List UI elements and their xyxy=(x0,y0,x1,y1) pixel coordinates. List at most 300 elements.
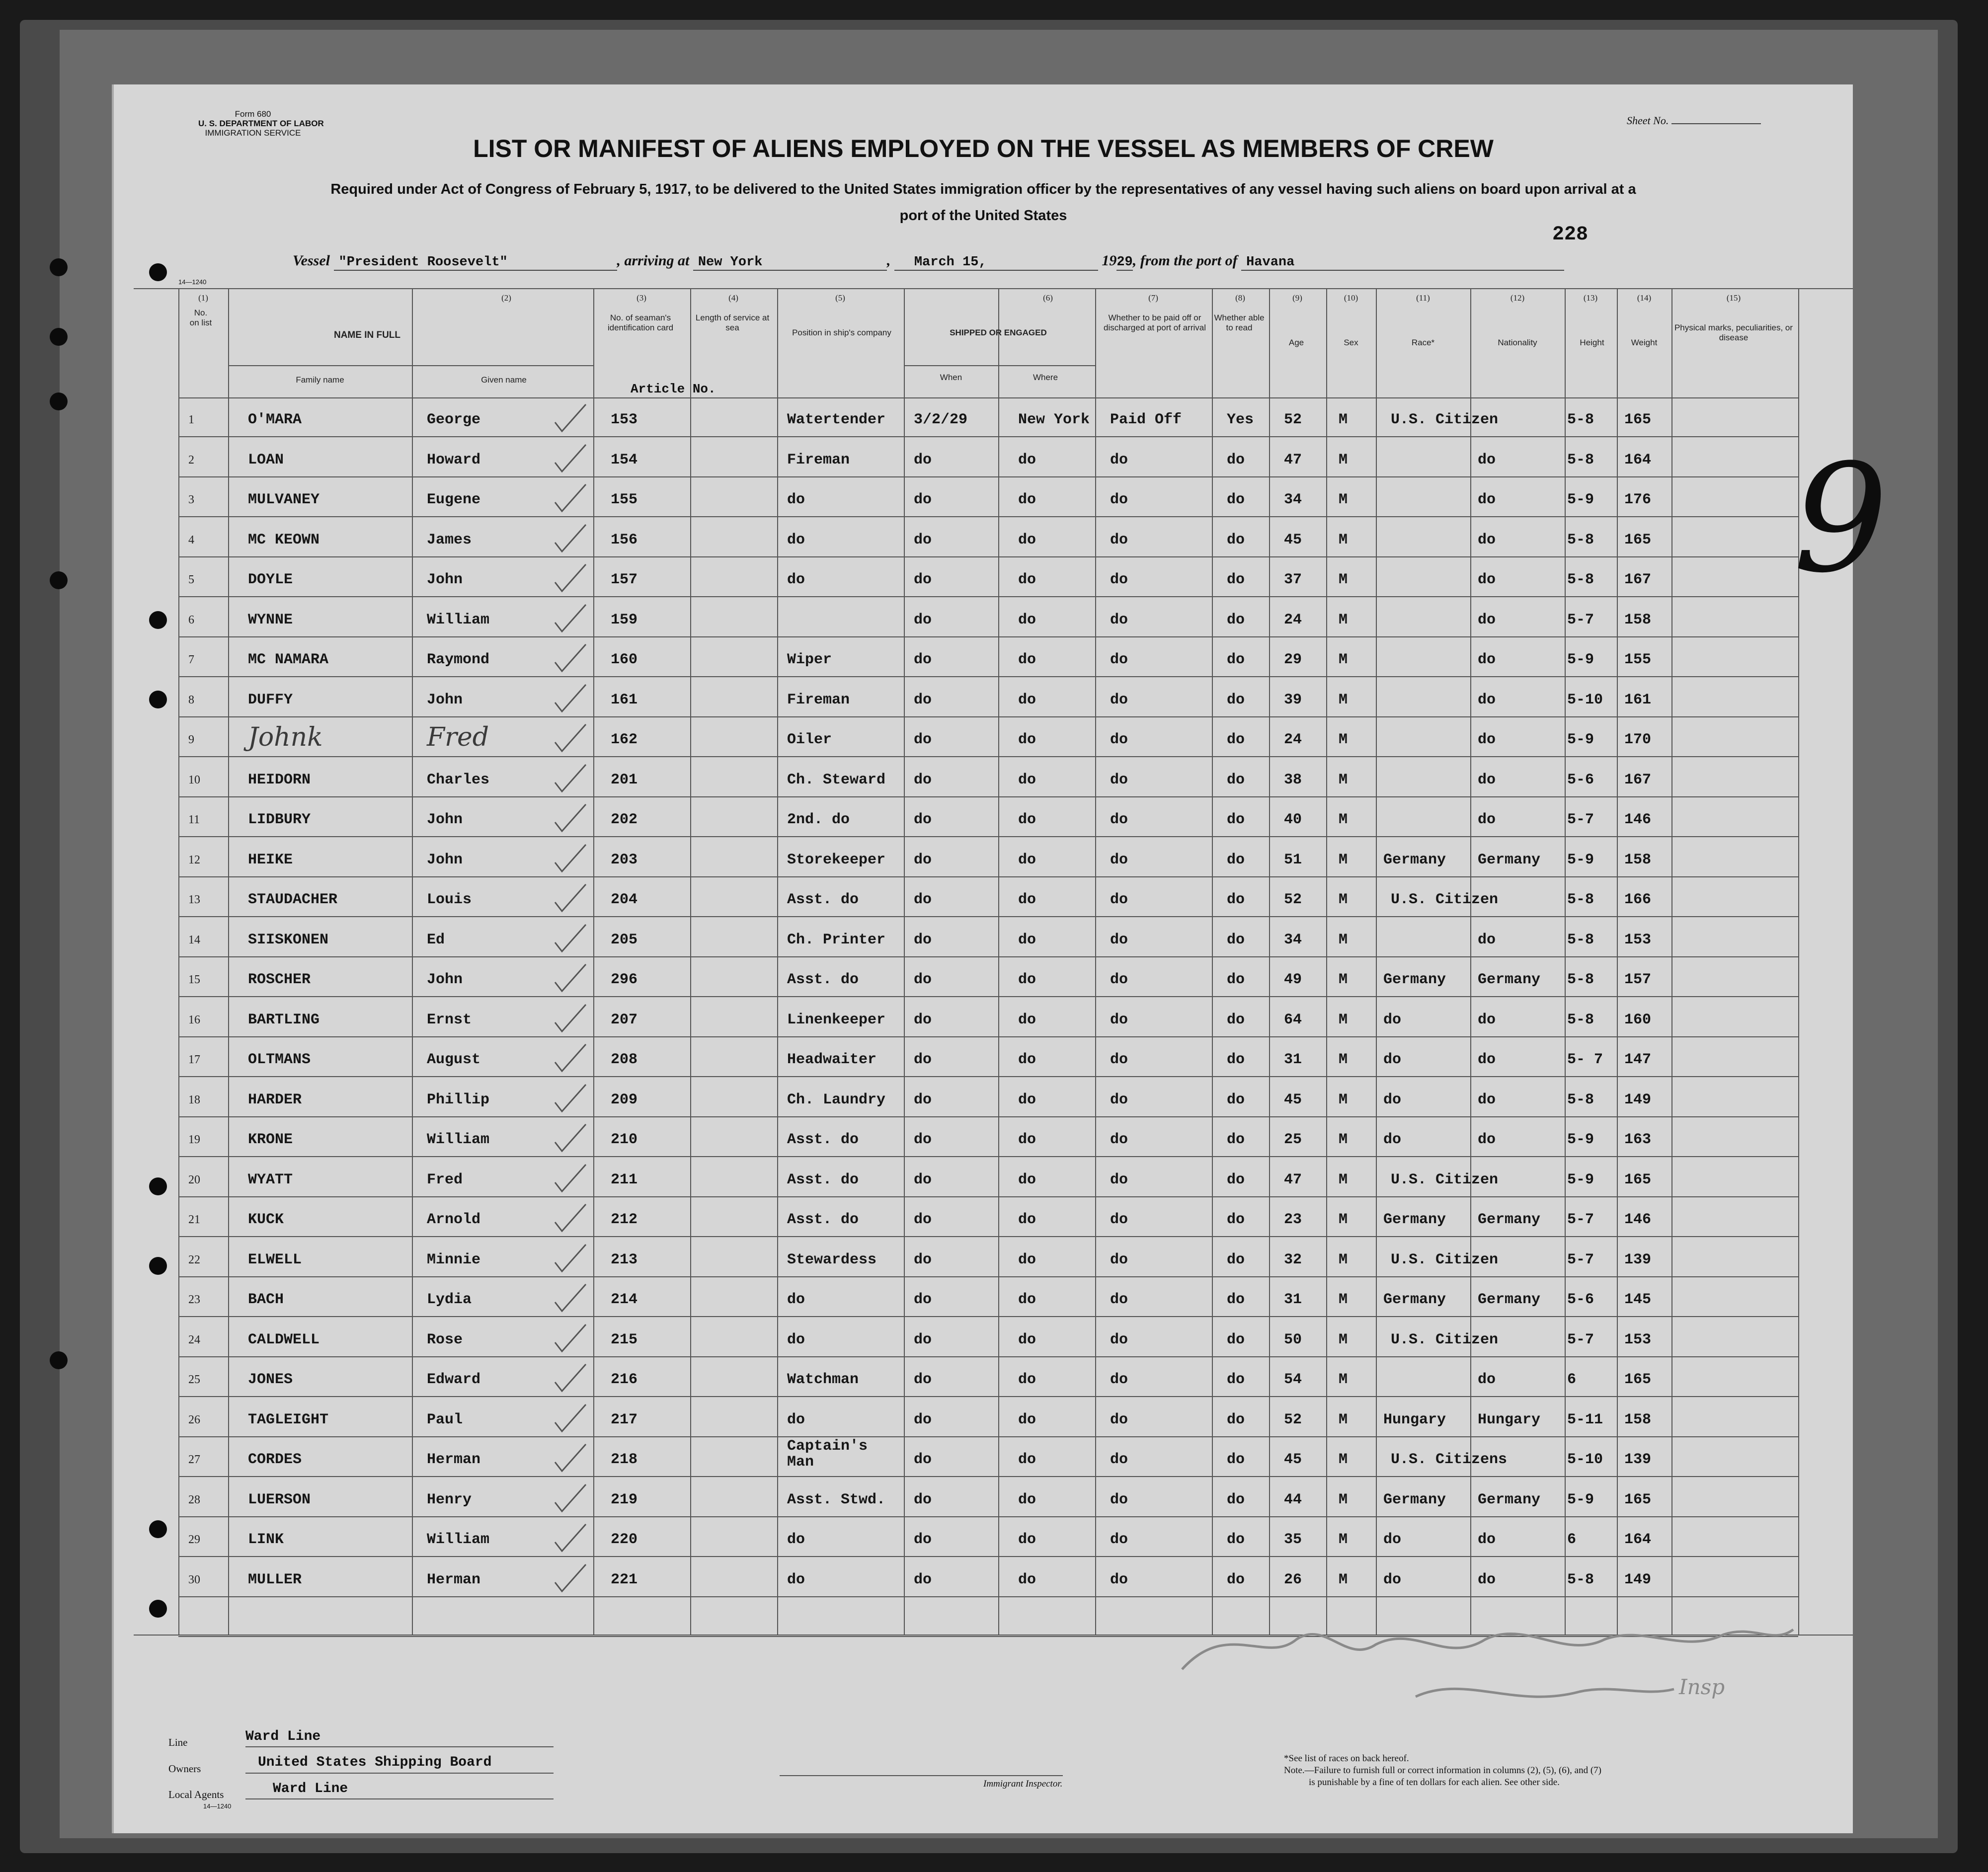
check-mark-icon xyxy=(551,523,591,557)
nationality: do xyxy=(1478,611,1496,628)
table-row xyxy=(114,1362,1853,1402)
given-name: Phillip xyxy=(427,1091,490,1108)
shipped-when: do xyxy=(914,1491,932,1508)
line-label: Line xyxy=(168,1736,188,1748)
shipped-where: do xyxy=(1018,1171,1036,1188)
table-row xyxy=(114,1282,1853,1322)
given-name: Edward xyxy=(427,1371,481,1388)
able-to-read: do xyxy=(1227,691,1245,708)
shipped-where: do xyxy=(1018,1571,1036,1588)
sex: M xyxy=(1339,1331,1348,1348)
table-top-border xyxy=(134,288,1853,289)
check-mark-icon xyxy=(551,1163,591,1197)
form-header xyxy=(198,109,324,138)
row-number: 23 xyxy=(188,1293,200,1306)
agents-underline xyxy=(245,1798,554,1799)
weight: 167 xyxy=(1624,771,1652,788)
sex: M xyxy=(1339,1451,1348,1468)
height: 5-7 xyxy=(1567,1251,1594,1268)
nationality: do xyxy=(1478,1091,1496,1108)
check-mark-icon xyxy=(551,962,591,997)
shipped-where: do xyxy=(1018,1491,1036,1508)
shipped-when: do xyxy=(914,491,932,508)
column-number: (5) xyxy=(835,293,845,303)
card-number: 217 xyxy=(611,1411,638,1428)
column-number: (6) xyxy=(1043,293,1053,303)
shipped-when: do xyxy=(914,931,932,948)
height: 5-9 xyxy=(1567,731,1594,748)
header-position: Position in ship's company xyxy=(792,328,891,337)
height: 5-8 xyxy=(1567,1011,1594,1028)
position: Captain's Man xyxy=(787,1438,868,1471)
check-mark-icon xyxy=(551,482,591,517)
card-number: 160 xyxy=(611,651,638,668)
weight: 163 xyxy=(1624,1131,1652,1148)
row-number: 14 xyxy=(188,933,200,946)
age: 29 xyxy=(1284,651,1302,668)
column-number: (4) xyxy=(728,293,738,303)
row-number: 7 xyxy=(188,653,194,666)
races-note: *See list of races on back hereof. xyxy=(1284,1753,1409,1764)
able-to-read: do xyxy=(1227,651,1245,668)
row-number: 1 xyxy=(188,413,194,426)
punch-hole xyxy=(149,1177,167,1195)
shipped-where: do xyxy=(1018,1531,1036,1548)
table-row xyxy=(114,962,1853,1002)
shipped-when: do xyxy=(914,811,932,828)
family-name: JONES xyxy=(248,1371,293,1388)
age: 47 xyxy=(1284,451,1302,468)
shipped-when: do xyxy=(914,651,932,668)
able-to-read: do xyxy=(1227,891,1245,908)
table-row xyxy=(114,1438,1853,1482)
row-number: 21 xyxy=(188,1213,200,1226)
nationality: U.S. Citizen xyxy=(1391,1331,1499,1348)
card-number: 220 xyxy=(611,1531,638,1548)
paid-off: do xyxy=(1110,851,1128,868)
nationality: U.S. Citizen xyxy=(1391,891,1499,908)
sex: M xyxy=(1339,731,1348,748)
sex: M xyxy=(1339,1011,1348,1028)
margin-handwritten-number: 9 xyxy=(1793,432,1888,606)
table-row xyxy=(114,1522,1853,1562)
row-number: 3 xyxy=(188,493,194,506)
given-name: Raymond xyxy=(427,651,490,668)
age: 40 xyxy=(1284,811,1302,828)
nationality: do xyxy=(1478,571,1496,588)
card-number: 210 xyxy=(611,1131,638,1148)
sheet-label-text: Sheet No. xyxy=(1627,114,1669,127)
shipped-where: do xyxy=(1018,1371,1036,1388)
height: 5-9 xyxy=(1567,1131,1594,1148)
nationality: Germany xyxy=(1478,1291,1541,1308)
row-number: 24 xyxy=(188,1333,200,1346)
check-mark-icon xyxy=(551,843,591,877)
inspector-signature xyxy=(1167,1590,1813,1719)
header-sex: Sex xyxy=(1344,338,1358,347)
shipped-when: do xyxy=(914,971,932,988)
given-name: Herman xyxy=(427,1571,481,1588)
weight: 145 xyxy=(1624,1291,1652,1308)
header-given-name: Given name xyxy=(481,375,527,385)
check-mark-icon xyxy=(551,923,591,957)
race: Germany xyxy=(1383,971,1446,988)
sex: M xyxy=(1339,1371,1348,1388)
paid-off: do xyxy=(1110,1171,1128,1188)
column-number: (15) xyxy=(1726,293,1741,303)
check-mark-icon xyxy=(551,722,591,757)
shipped-where: do xyxy=(1018,891,1036,908)
race: do xyxy=(1383,1571,1402,1588)
table-row xyxy=(114,1243,1853,1282)
paid-off: do xyxy=(1110,891,1128,908)
age: 47 xyxy=(1284,1171,1302,1188)
card-number: 201 xyxy=(611,771,638,788)
check-mark-icon xyxy=(551,1522,591,1557)
sheet-number-label xyxy=(1627,114,1761,127)
family-name: HEIDORN xyxy=(248,771,311,788)
weight: 157 xyxy=(1624,971,1652,988)
family-name: BACH xyxy=(248,1291,284,1308)
punch-hole xyxy=(50,392,68,410)
position: do xyxy=(787,1571,805,1588)
height: 6 xyxy=(1567,1531,1577,1548)
agents-value: Ward Line xyxy=(273,1781,348,1796)
nationality: U.S. Citizens xyxy=(1391,1451,1508,1468)
card-number: 218 xyxy=(611,1451,638,1468)
nationality: Germany xyxy=(1478,1491,1541,1508)
weight: 146 xyxy=(1624,811,1652,828)
family-name: CALDWELL xyxy=(248,1331,320,1348)
height: 5-8 xyxy=(1567,531,1594,548)
height: 5-10 xyxy=(1567,1451,1603,1468)
age: 45 xyxy=(1284,531,1302,548)
shipped-where: do xyxy=(1018,1331,1036,1348)
shipped-where: do xyxy=(1018,571,1036,588)
sex: M xyxy=(1339,1051,1348,1068)
shipped-where: do xyxy=(1018,851,1036,868)
able-to-read: do xyxy=(1227,1411,1245,1428)
card-number: 215 xyxy=(611,1331,638,1348)
check-mark-icon xyxy=(551,1403,591,1437)
age: 34 xyxy=(1284,491,1302,508)
shipped-when: do xyxy=(914,1531,932,1548)
height: 5-9 xyxy=(1567,651,1594,668)
shipped-when: do xyxy=(914,1571,932,1588)
family-name: DUFFY xyxy=(248,691,293,708)
shipped-where: do xyxy=(1018,1211,1036,1228)
family-name: OLTMANS xyxy=(248,1051,311,1068)
check-mark-icon xyxy=(551,1362,591,1397)
able-to-read: do xyxy=(1227,811,1245,828)
punch-hole xyxy=(149,263,167,281)
small-code-top: 14—1240 xyxy=(178,278,207,286)
subtitle-line-2: port of the United States xyxy=(899,208,1067,224)
given-name: August xyxy=(427,1051,481,1068)
paid-off: do xyxy=(1110,1451,1128,1468)
shipped-where: do xyxy=(1018,731,1036,748)
able-to-read: do xyxy=(1227,571,1245,588)
table-row xyxy=(114,562,1853,602)
race: Germany xyxy=(1383,1491,1446,1508)
nationality: Germany xyxy=(1478,851,1541,868)
able-to-read: do xyxy=(1227,1291,1245,1308)
from-port: Havana xyxy=(1241,255,1564,271)
able-to-read: do xyxy=(1227,1131,1245,1148)
nationality: do xyxy=(1478,771,1496,788)
punch-hole xyxy=(50,328,68,346)
column-number: (7) xyxy=(1148,293,1158,303)
age: 24 xyxy=(1284,731,1302,748)
paid-off: do xyxy=(1110,611,1128,628)
given-name: Charles xyxy=(427,771,490,788)
row-number: 4 xyxy=(188,533,194,546)
page-title: LIST OR MANIFEST OF ALIENS EMPLOYED ON THE VESSEL AS MEMBERS OF CREW xyxy=(473,135,1494,162)
family-name: SIISKONEN xyxy=(248,931,329,948)
given-name: Lydia xyxy=(427,1291,472,1308)
height: 5-7 xyxy=(1567,1331,1594,1348)
shipped-where: do xyxy=(1018,931,1036,948)
paid-off: do xyxy=(1110,1531,1128,1548)
weight: 165 xyxy=(1624,411,1652,428)
sex: M xyxy=(1339,1531,1348,1548)
sex: M xyxy=(1339,411,1348,428)
weight: 165 xyxy=(1624,1171,1652,1188)
year-suffix: 29 xyxy=(1116,255,1133,270)
family-name: DOYLE xyxy=(248,571,293,588)
shipped-when: do xyxy=(914,1091,932,1108)
shipped-subheader-divider xyxy=(904,365,1095,366)
nationality: do xyxy=(1478,1531,1496,1548)
shipped-when: do xyxy=(914,851,932,868)
arrival-date: March 15, xyxy=(894,255,1098,271)
family-name: LUERSON xyxy=(248,1491,311,1508)
department-name: U. S. DEPARTMENT OF LABOR xyxy=(198,119,324,128)
nationality: do xyxy=(1478,1131,1496,1148)
sex: M xyxy=(1339,1571,1348,1588)
position: Asst. do xyxy=(787,891,859,908)
position: Stewardess xyxy=(787,1251,877,1268)
position: do xyxy=(787,1531,805,1548)
paid-off: do xyxy=(1110,451,1128,468)
sex: M xyxy=(1339,1171,1348,1188)
header-height: Height xyxy=(1580,338,1604,347)
row-number: 5 xyxy=(188,573,194,586)
weight: 149 xyxy=(1624,1571,1652,1588)
height: 6 xyxy=(1567,1371,1577,1388)
check-mark-icon xyxy=(551,562,591,597)
weight: 165 xyxy=(1624,1371,1652,1388)
position: Asst. do xyxy=(787,971,859,988)
card-number: 155 xyxy=(611,491,638,508)
age: 45 xyxy=(1284,1091,1302,1108)
sex: M xyxy=(1339,1251,1348,1268)
shipped-where: do xyxy=(1018,1011,1036,1028)
height: 5-6 xyxy=(1567,1291,1594,1308)
nationality: U.S. Citizen xyxy=(1391,1251,1499,1268)
shipped-where: do xyxy=(1018,811,1036,828)
punch-hole xyxy=(50,258,68,276)
table-row xyxy=(114,523,1853,562)
race: do xyxy=(1383,1011,1402,1028)
able-to-read: Yes xyxy=(1227,411,1254,428)
paid-off: do xyxy=(1110,531,1128,548)
position: do xyxy=(787,571,805,588)
row-number: 15 xyxy=(188,973,200,986)
arriving-port: New York xyxy=(693,255,887,271)
table-row xyxy=(114,1202,1853,1242)
family-name: CORDES xyxy=(248,1451,302,1468)
age: 25 xyxy=(1284,1131,1302,1148)
family-name: HARDER xyxy=(248,1091,302,1108)
card-number: 219 xyxy=(611,1491,638,1508)
given-name: William xyxy=(427,1131,490,1148)
family-name: MC NAMARA xyxy=(248,651,329,668)
paid-off: do xyxy=(1110,1331,1128,1348)
shipped-where: do xyxy=(1018,1451,1036,1468)
punch-hole xyxy=(50,571,68,589)
weight: 147 xyxy=(1624,1051,1652,1068)
position: Watchman xyxy=(787,1371,859,1388)
given-name: William xyxy=(427,611,490,628)
paid-off: do xyxy=(1110,691,1128,708)
vessel-line: Vessel "President Roosevelt" , arriving at New York , March 15, 1929, from the port of Havana xyxy=(293,252,1564,271)
card-number: 162 xyxy=(611,731,638,748)
position: Asst. do xyxy=(787,1171,859,1188)
nationality: do xyxy=(1478,1011,1496,1028)
position: Wiper xyxy=(787,651,832,668)
column-number: (2) xyxy=(501,293,511,303)
table-row xyxy=(114,642,1853,682)
nationality: do xyxy=(1478,811,1496,828)
row-number: 20 xyxy=(188,1173,200,1186)
card-number: 161 xyxy=(611,691,638,708)
card-number: 296 xyxy=(611,971,638,988)
header-bottom-border xyxy=(178,397,1798,398)
card-number: 153 xyxy=(611,411,638,428)
able-to-read: do xyxy=(1227,1251,1245,1268)
punch-hole xyxy=(50,1351,68,1369)
age: 37 xyxy=(1284,571,1302,588)
row-number: 28 xyxy=(188,1493,200,1506)
height: 5-7 xyxy=(1567,611,1594,628)
header-no-on-list: No. on list xyxy=(189,308,212,327)
age: 45 xyxy=(1284,1451,1302,1468)
column-number: (1) xyxy=(198,293,208,303)
given-name: George xyxy=(427,411,481,428)
shipped-when: do xyxy=(914,1011,932,1028)
shipped-when: do xyxy=(914,1211,932,1228)
sex: M xyxy=(1339,851,1348,868)
from-label: , from the port of xyxy=(1132,252,1238,269)
age: 44 xyxy=(1284,1491,1302,1508)
paid-off: do xyxy=(1110,731,1128,748)
shipped-when: do xyxy=(914,531,932,548)
row-number: 6 xyxy=(188,613,194,626)
given-name: Arnold xyxy=(427,1211,481,1228)
sex: M xyxy=(1339,1131,1348,1148)
header-nationality: Nationality xyxy=(1498,338,1537,347)
table-row xyxy=(114,1163,1853,1202)
weight: 146 xyxy=(1624,1211,1652,1228)
check-mark-icon xyxy=(551,1122,591,1157)
position: do xyxy=(787,1331,805,1348)
row-number: 27 xyxy=(188,1453,200,1466)
punch-hole xyxy=(149,1600,167,1618)
paid-off: do xyxy=(1110,1251,1128,1268)
paid-off: Paid Off xyxy=(1110,411,1182,428)
able-to-read: do xyxy=(1227,1331,1245,1348)
height: 5-9 xyxy=(1567,491,1594,508)
able-to-read: do xyxy=(1227,611,1245,628)
weight: 161 xyxy=(1624,691,1652,708)
sex: M xyxy=(1339,1211,1348,1228)
check-mark-icon xyxy=(551,1562,591,1597)
given-name: James xyxy=(427,531,472,548)
row-number: 22 xyxy=(188,1253,200,1266)
row-number: 29 xyxy=(188,1533,200,1546)
age: 23 xyxy=(1284,1211,1302,1228)
given-name: Fred xyxy=(427,1171,463,1188)
height: 5-8 xyxy=(1567,1091,1594,1108)
column-number: (13) xyxy=(1583,293,1598,303)
race: Germany xyxy=(1383,851,1446,868)
race: do xyxy=(1383,1051,1402,1068)
height: 5-8 xyxy=(1567,451,1594,468)
check-mark-icon xyxy=(551,1282,591,1317)
table-row xyxy=(114,1122,1853,1162)
card-number: 211 xyxy=(611,1171,638,1188)
family-name: MC KEOWN xyxy=(248,531,320,548)
race: Germany xyxy=(1383,1211,1446,1228)
race: do xyxy=(1383,1131,1402,1148)
table-row xyxy=(114,482,1853,522)
sex: M xyxy=(1339,611,1348,628)
header-physical-marks: Physical marks, peculiarities, or disease xyxy=(1674,323,1793,342)
header-paid-off: Whether to be paid off or discharged at port of arrival xyxy=(1104,313,1206,332)
shipped-where: do xyxy=(1018,451,1036,468)
able-to-read: do xyxy=(1227,931,1245,948)
sex: M xyxy=(1339,451,1348,468)
vessel-label: Vessel xyxy=(293,252,330,269)
check-mark-icon xyxy=(551,802,591,837)
height: 5-8 xyxy=(1567,891,1594,908)
family-name: KRONE xyxy=(248,1131,293,1148)
given-name: Fred xyxy=(427,722,489,752)
line-value: Ward Line xyxy=(245,1729,321,1744)
shipped-when: do xyxy=(914,1371,932,1388)
table-row xyxy=(114,843,1853,882)
position: Storekeeper xyxy=(787,851,886,868)
age: 54 xyxy=(1284,1371,1302,1388)
card-number: 154 xyxy=(611,451,638,468)
row-number: 26 xyxy=(188,1413,200,1426)
able-to-read: do xyxy=(1227,1171,1245,1188)
able-to-read: do xyxy=(1227,1011,1245,1028)
age: 64 xyxy=(1284,1011,1302,1028)
family-name: KUCK xyxy=(248,1211,284,1228)
check-mark-icon xyxy=(551,882,591,917)
family-name: LINK xyxy=(248,1531,284,1548)
weight: 170 xyxy=(1624,731,1652,748)
row-number: 8 xyxy=(188,693,194,706)
able-to-read: do xyxy=(1227,1051,1245,1068)
position: 2nd. do xyxy=(787,811,850,828)
position: Ch. Printer xyxy=(787,931,886,948)
height: 5-8 xyxy=(1567,411,1594,428)
arriving-label: , arriving at xyxy=(617,252,690,269)
shipped-where: do xyxy=(1018,491,1036,508)
